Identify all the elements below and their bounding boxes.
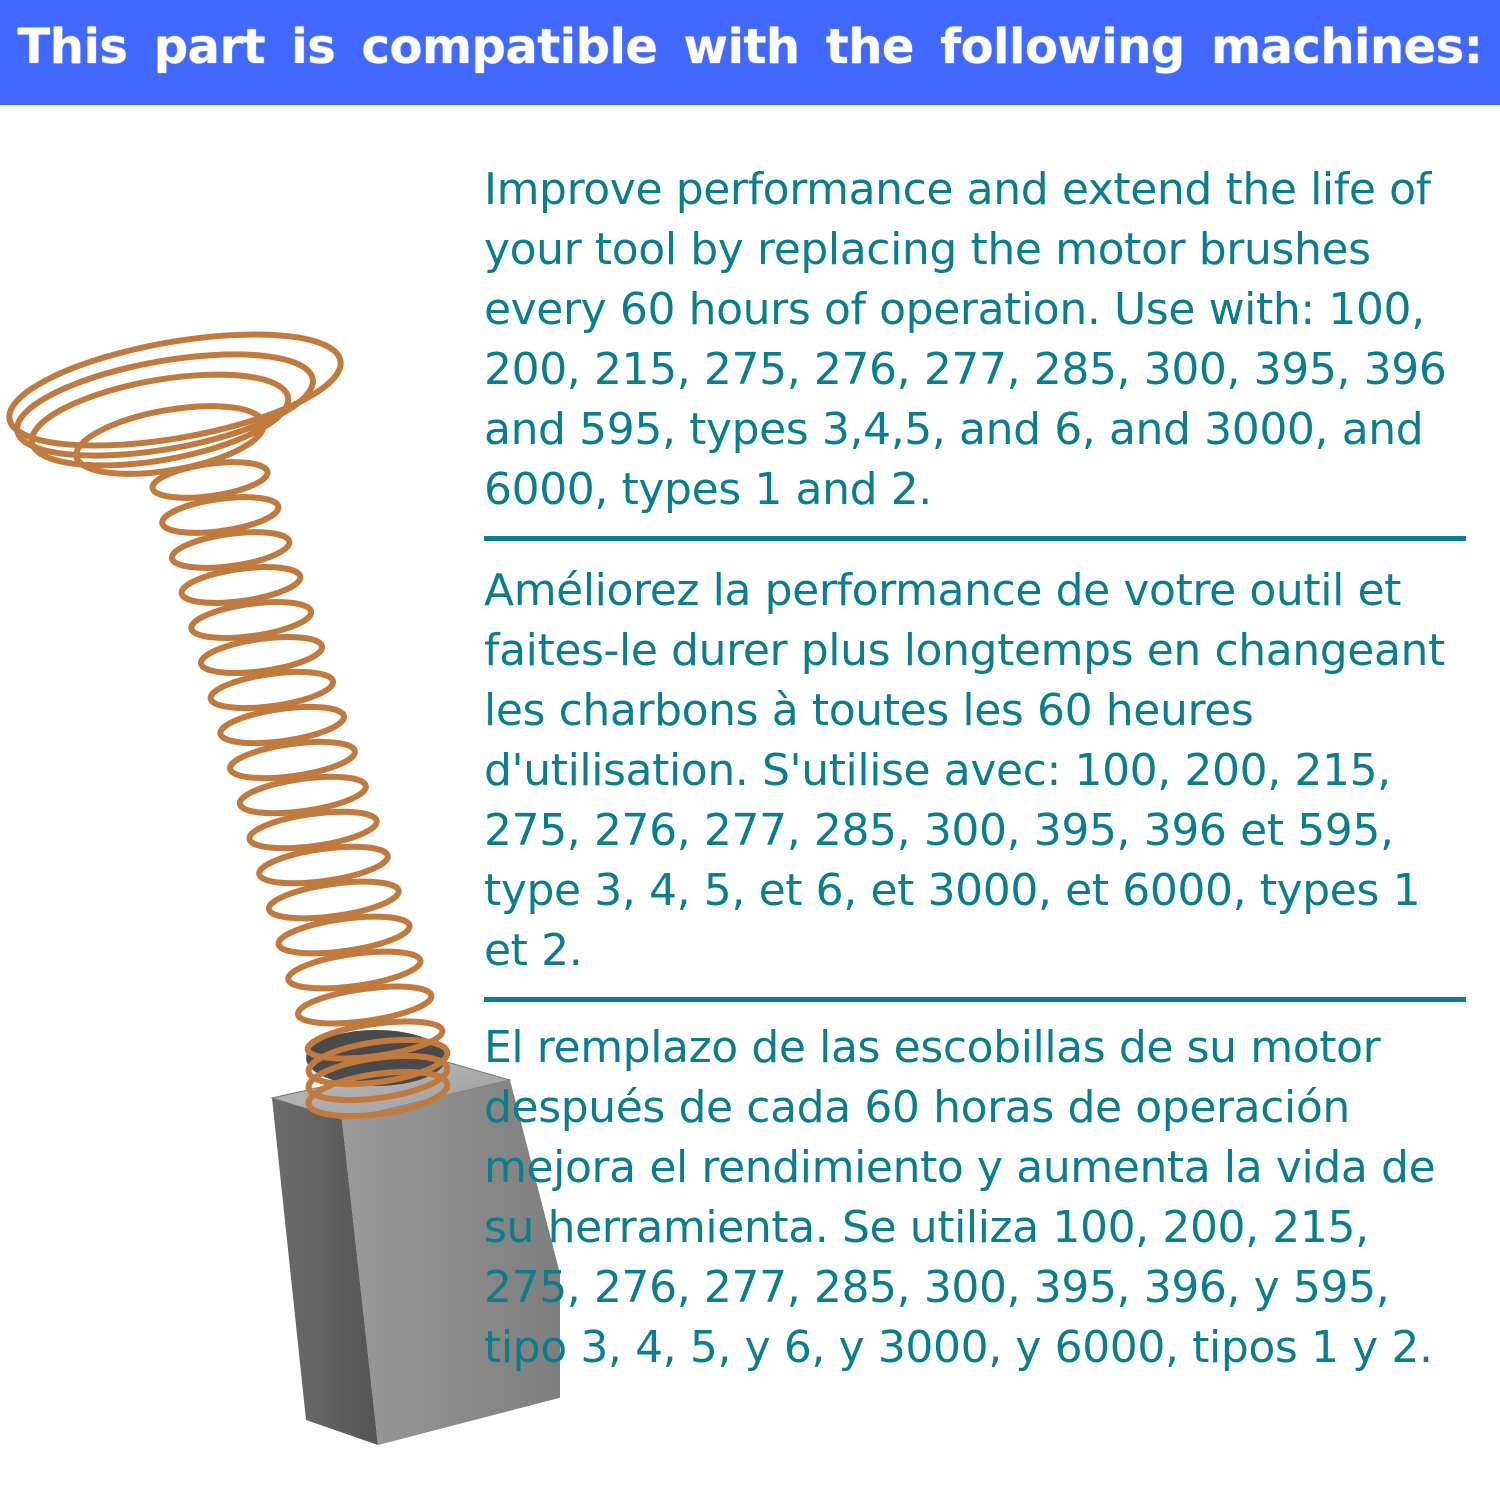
description-column	[484, 160, 1474, 1378]
carbon-brush-with-spring-icon	[0, 300, 560, 1500]
description-spanish: El remplazo de las escobillas de su motor después de cada 60 horas de operación mejora el rendimiento y aumenta la vida de su herramienta. Se utiliza 100, 200, 215, 275, 276, 277, 285, 300, 395, 396, y 595, tipo 3, 4, 5, y 6, y 3000, y 6000, tipos 1 y 2.	[484, 1022, 1436, 1373]
divider-1	[484, 536, 1466, 541]
spring-coils	[1, 314, 450, 1124]
divider-2	[484, 997, 1466, 1002]
description-english: Improve performance and extend the life of your tool by replacing the motor brushes every 60 hours of operation. Use with: 100, 200, 215, 275, 276, 277, 285, 300, 395, 396 and 595, types 3,4,5, and 6, and 3000, and 6000, types 1 and 2.	[484, 164, 1447, 515]
header-banner	[0, 0, 1500, 105]
spring-coil-top	[1, 314, 349, 467]
banner-title: This part is compatible with the following machines:	[17, 18, 1483, 75]
spring-coil-top	[10, 336, 321, 475]
description-french: Améliorez la performance de votre outil et faites-le durer plus longtemps en changeant les charbons à toutes les 60 heures d'utilisation. S'utilise avec: 100, 200, 215, 275, 276, 277, 285, 300, 395, 396 et 595, type 3, 4, 5, et 6, et 3000, et 6000, types 1 et 2.	[484, 565, 1445, 976]
